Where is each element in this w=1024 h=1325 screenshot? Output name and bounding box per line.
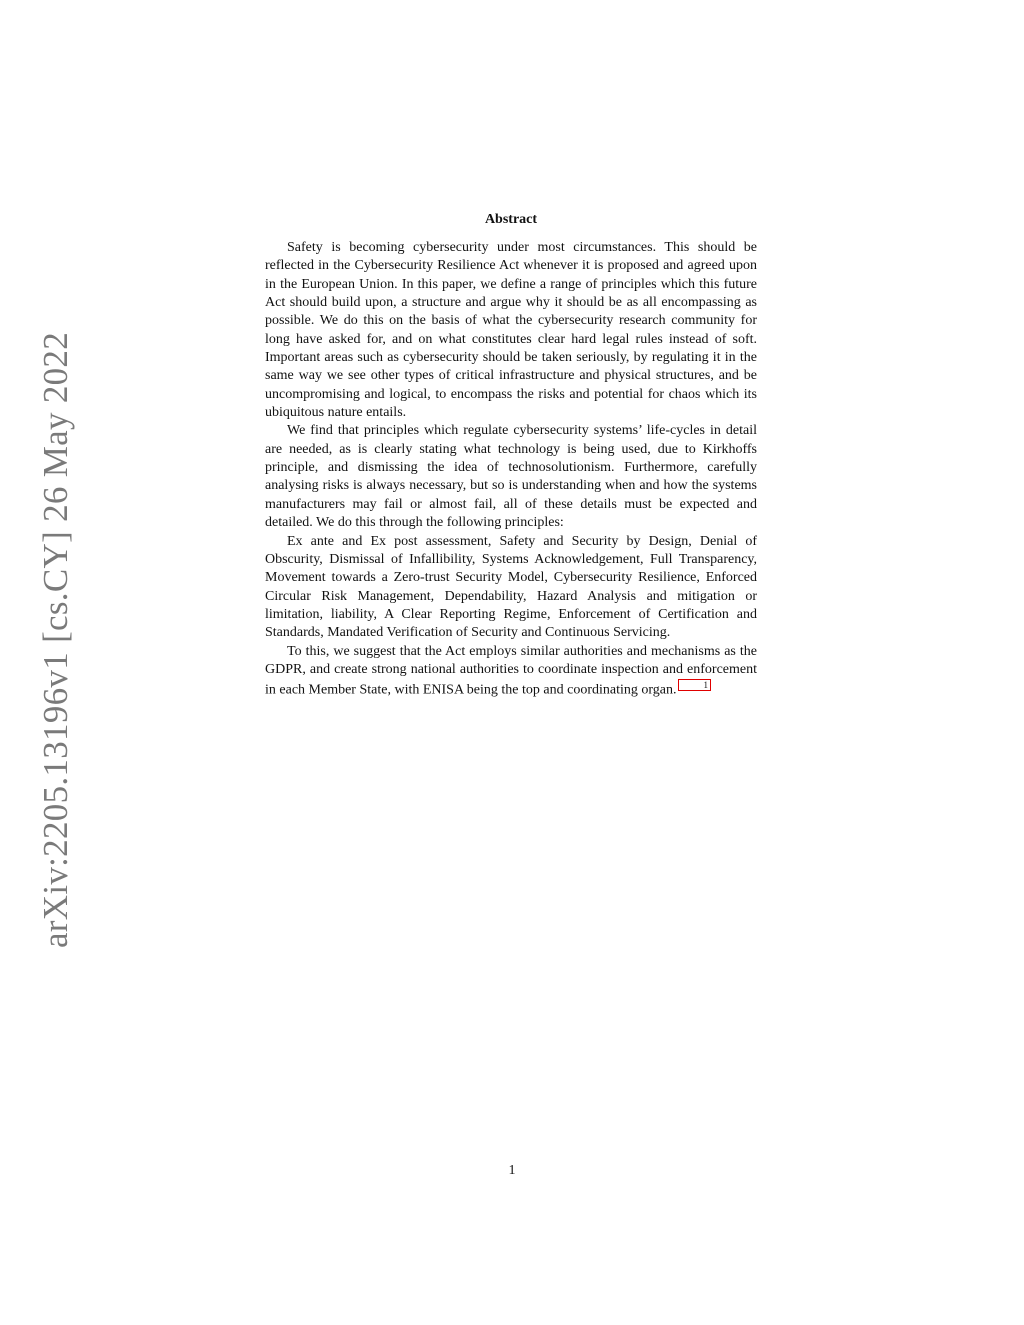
abstract-heading: Abstract bbox=[484, 212, 538, 227]
page-number: 1 bbox=[508, 1163, 516, 1178]
abstract-paragraph-2: We find that principles which regulate cybersecurity systems’ life-cycles in detail are needed, as is clearly stating what technology is being used, due to Kirkhoffs principle, and dismissing the idea of technosolutionism. Furthermore, carefully analysing risks is always necessary, but so is understanding when and how the systems manufacturers may fail or almost fail, all of these details must be expected and detailed. We do this through the following principles: bbox=[265, 423, 757, 531]
abstract-paragraph-3: Ex ante and Ex post assessment, Safety and Security by Design, Denial of Obscurity, Dismissal of Infallibility, Systems Acknowledgement, Full Transparency, Movement towards a Zero-trust Security Model, Cybersecurity Resilience, Enforced Circular Risk Management, Dependability, Hazard Analysis and mitigation or limitation, liability, A Clear Reporting Regime, Enforcement of Certification and Standards, Mandated Verification of Security and Continuous Servicing. bbox=[265, 533, 757, 641]
abstract-paragraph-4-text: To this, we suggest that the Act employs similar authorities and mechanisms as the GDPR, and create strong national authorities to coordinate inspection and enforcement in each Member State, with ENISA being the top and coordinating organ. bbox=[265, 643, 757, 698]
arxiv-identifier: arXiv:2205.13196v1 [cs.CY] 26 May 2022 bbox=[36, 331, 75, 949]
abstract-paragraph-4 bbox=[265, 643, 757, 701]
footnote-link[interactable]: 1 bbox=[678, 679, 711, 691]
abstract-section bbox=[265, 211, 757, 700]
abstract-paragraph-1: Safety is becoming cybersecurity under most circumstances. This should be reflected in the Cybersecurity Resilience Act whenever it is proposed and agreed upon in the European Union. In this paper, we define a range of principles which this future Act should build upon, a structure and argue why it should be as all encompassing as possible. We do this on the basis of what the cybersecurity research community for long have asked for, and on what constitutes clear hard legal rules instead of soft. Important areas such as cybersecurity should be taken seriously, by regulating it in the same way we see other types of critical infrastructure and physical structures, and be uncompromising and logical, to encompass the risks and potential for chaos which its ubiquitous nature entails. bbox=[265, 240, 757, 421]
